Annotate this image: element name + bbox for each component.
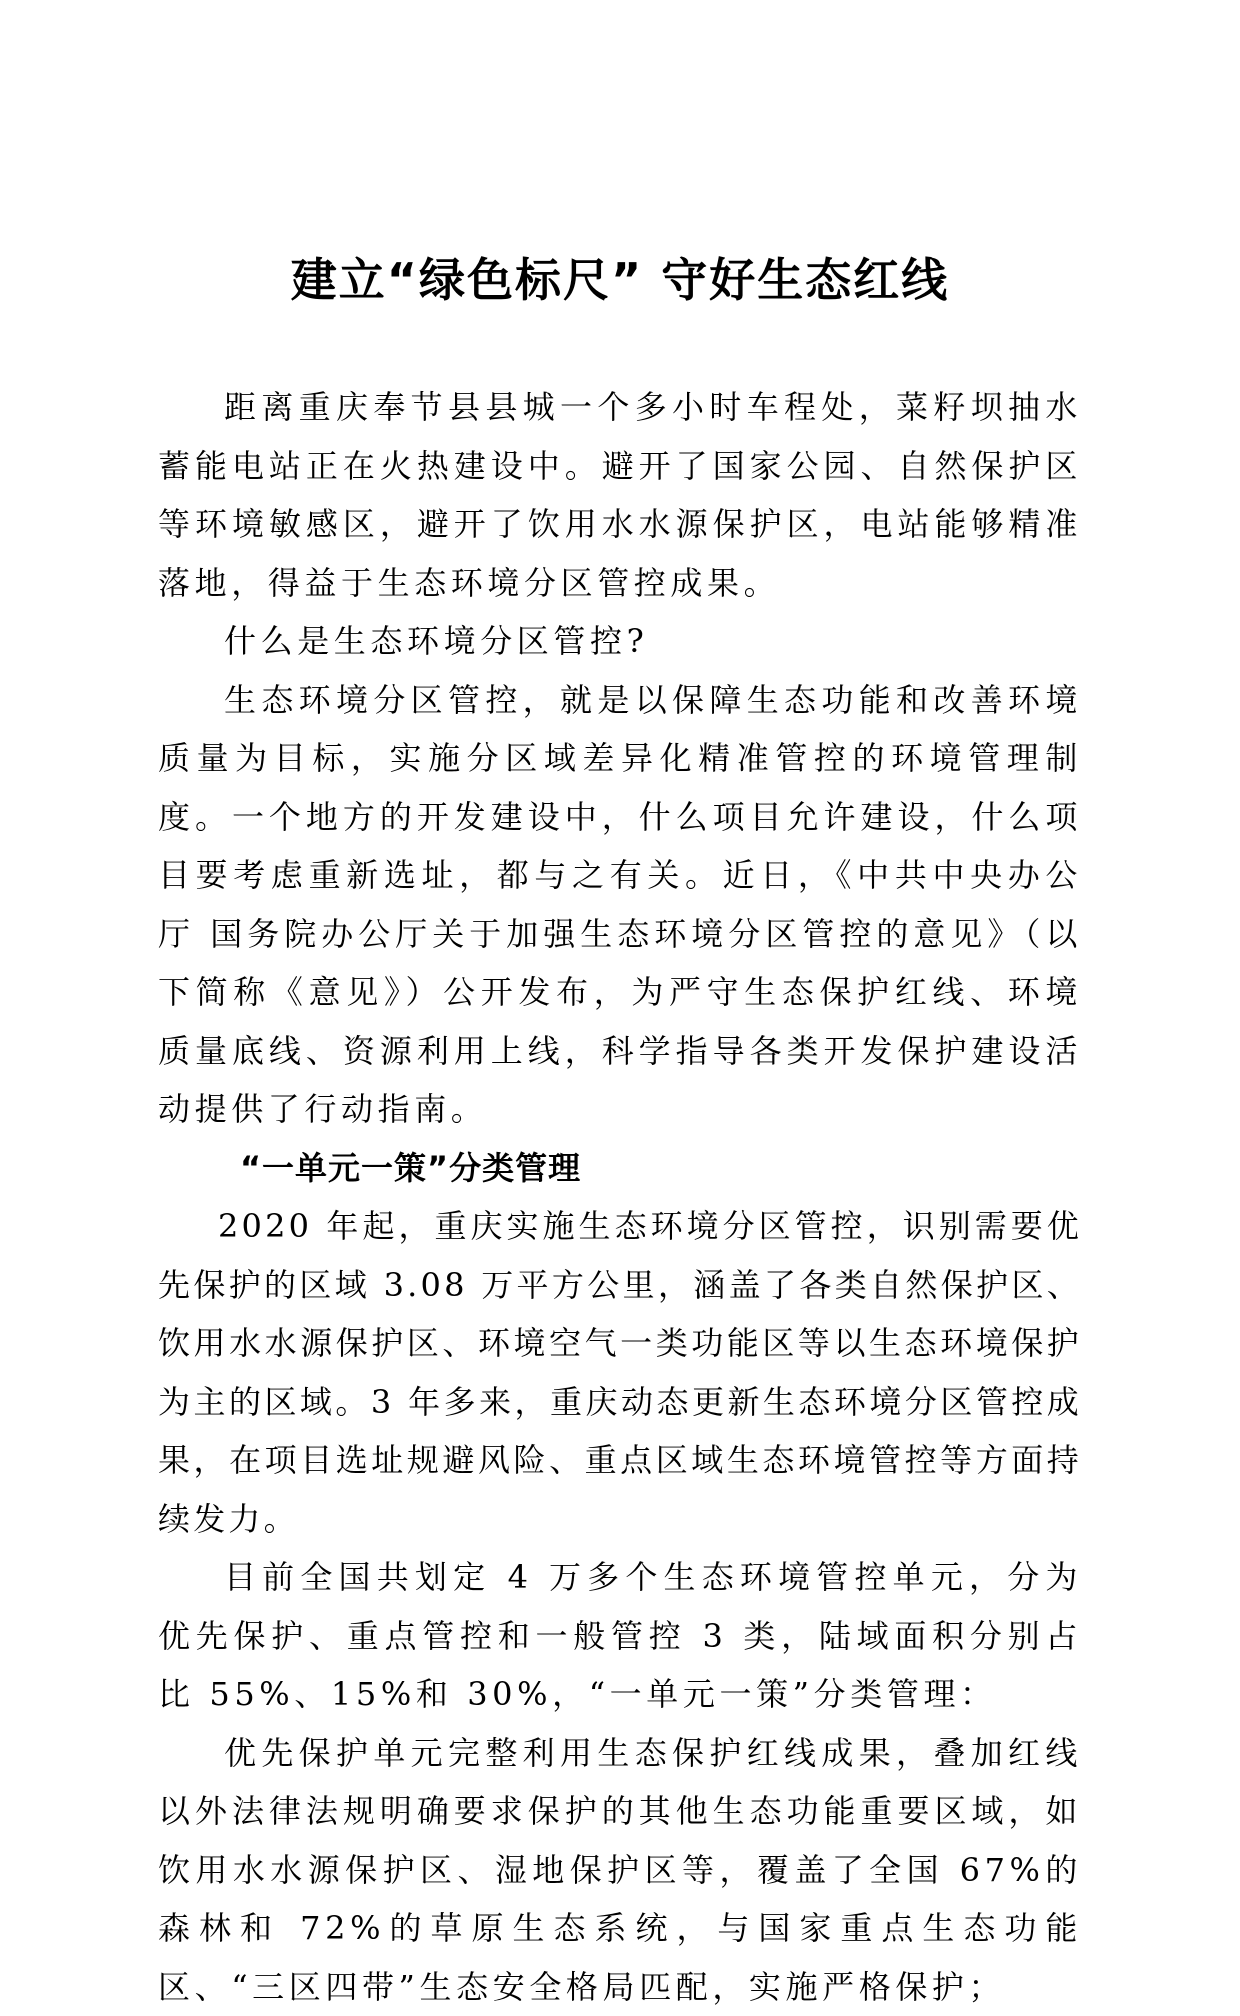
page-title: 建立“绿色标尺” 守好生态红线: [0, 248, 1240, 312]
paragraph: 目前全国共划定 4 万多个生态环境管控单元，分为优先保护、重点管控和一般管控 3 类，陆域面积分别占比 55%、15%和 30%，“一单元一策”分类管理：: [158, 1548, 1082, 1724]
paragraph-question: 什么是生态环境分区管控?: [158, 612, 1082, 671]
section-heading: “一单元一策”分类管理: [158, 1139, 1082, 1198]
paragraph: 优先保护单元完整利用生态保护红线成果，叠加红线以外法律法规明确要求保护的其他生态功能重要区域，如饮用水水源保护区、湿地保护区等，覆盖了全国 67%的森林和 72%的草原生态系统，与国家重点生态功能区、“三区四带”生态安全格局匹配，实施严格保护；: [158, 1724, 1082, 2016]
paragraph: 2020 年起，重庆实施生态环境分区管控，识别需要优先保护的区域 3.08 万平方公里，涵盖了各类自然保护区、饮用水水源保护区、环境空气一类功能区等以生态环境保护为主的区域。3 年多来，重庆动态更新生态环境分区管控成果，在项目选址规避风险、重点区域生态环境管控等方面持续发力。: [158, 1197, 1082, 1548]
paragraph: 生态环境分区管控，就是以保障生态功能和改善环境质量为目标，实施分区域差异化精准管控的环境管理制度。一个地方的开发建设中，什么项目允许建设，什么项目要考虑重新选址，都与之有关。近日，《中共中央办公厅 国务院办公厅关于加强生态环境分区管控的意见》（以下简称《意见》）公开发布，为严守生态保护红线、环境质量底线、资源利用上线，科学指导各类开发保护建设活动提供了行动指南。: [158, 671, 1082, 1139]
paragraph: 距离重庆奉节县县城一个多小时车程处，菜籽坝抽水蓄能电站正在火热建设中。避开了国家公园、自然保护区等环境敏感区，避开了饮用水水源保护区，电站能够精准落地，得益于生态环境分区管控成果。: [158, 378, 1082, 612]
article-body: [158, 378, 1082, 2016]
